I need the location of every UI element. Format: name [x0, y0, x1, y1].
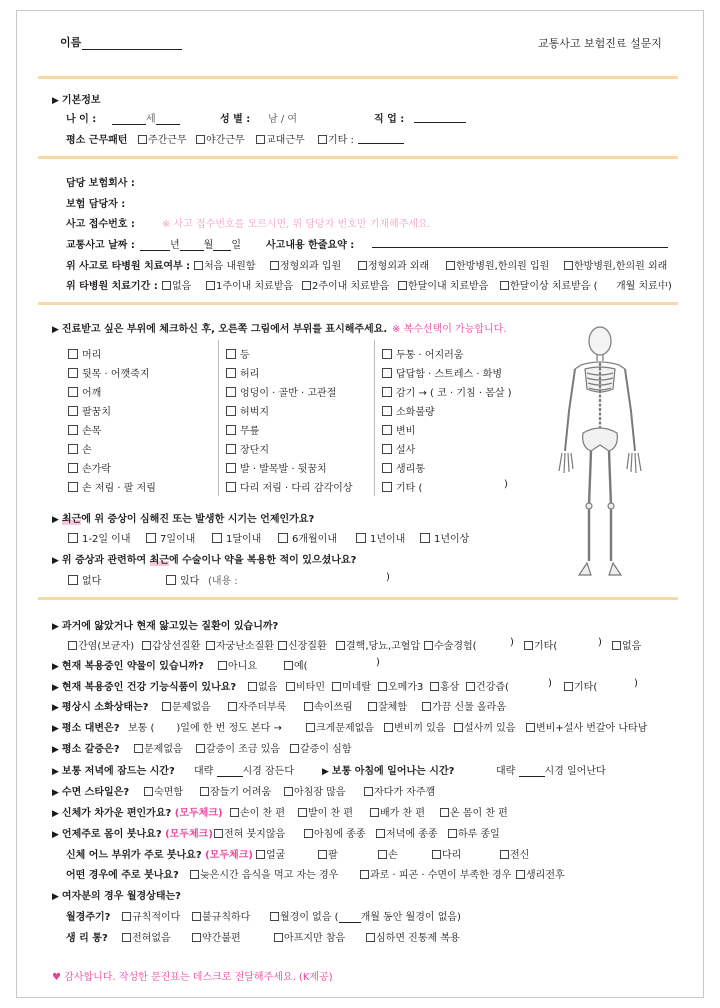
- symptom-checkbox[interactable]: 엉덩이 · 골반 · 고관절: [226, 384, 336, 399]
- shift-other-input[interactable]: [358, 133, 404, 144]
- symptom-checkbox-other[interactable]: 기타 (: [382, 479, 422, 494]
- treatment-period-label: 위 타병원 치료기간 :: [66, 281, 158, 292]
- symptom-checkbox[interactable]: 허리: [226, 365, 259, 380]
- heart-icon: ♥: [52, 972, 61, 983]
- section-divider: [38, 302, 678, 305]
- cramps-label: 생 리 통?: [66, 933, 108, 944]
- thirst-option[interactable]: 갈증이 조금 있음: [196, 740, 280, 755]
- digestion-option[interactable]: 가끔 신물 올라옴: [422, 698, 506, 713]
- medication-option[interactable]: 예(: [284, 657, 308, 672]
- menstruation-question: ▶ 여자분의 경우 월경상태는?: [52, 891, 181, 902]
- bedtime-field[interactable]: 대략 시경 잠든다: [194, 766, 294, 777]
- job-label: 직 업 :: [374, 114, 405, 125]
- other-close-paren: ): [504, 479, 508, 490]
- column-divider: [374, 340, 375, 496]
- onset-option[interactable]: 7일이내: [146, 530, 195, 545]
- accident-date-field[interactable]: 년 월 일: [140, 236, 241, 251]
- swelling-time-question: ▶ 언제주로 몸이 붓나요? (모두체크): [52, 829, 213, 840]
- cycle-label: 월경주기?: [66, 912, 111, 923]
- treatment-option-yes[interactable]: 있다: [166, 572, 199, 587]
- thirst-option[interactable]: 문제없음: [134, 740, 183, 755]
- treatment-period-option[interactable]: 없음: [162, 277, 191, 292]
- symptom-checkbox[interactable]: 어깨: [68, 384, 101, 399]
- swelling-case-question: 어떤 경우에 주로 붓나요?: [66, 870, 179, 881]
- symptom-checkbox[interactable]: 손 저림 · 팔 저림: [68, 479, 156, 494]
- onset-option[interactable]: 1년이내: [356, 530, 405, 545]
- bedtime-question: ▶ 보통 저녁에 잠드는 시간?: [52, 766, 175, 777]
- cold-body-option[interactable]: 배가 찬 편: [370, 804, 425, 819]
- swelling-time-option[interactable]: 아침에 종종: [304, 825, 365, 840]
- shift-label: 평소 근무패턴: [66, 135, 128, 146]
- skeleton-icon: [545, 325, 655, 580]
- stool-frequency[interactable]: 보통 ( )일에 한 번 정도 본다 →: [128, 723, 282, 734]
- insurance-company-label: 담당 보험회사 :: [66, 178, 135, 189]
- swelling-time-option[interactable]: 저녁에 종종: [376, 825, 437, 840]
- paren-close: ): [376, 657, 380, 668]
- shift-option-day[interactable]: 주간근무: [138, 131, 187, 146]
- treatment-months-suffix: 개월 치료中): [616, 281, 672, 292]
- name-label: 이름: [60, 36, 82, 49]
- stool-question: ▶ 평소 대변은?: [52, 723, 120, 734]
- treatment-details-close: ): [386, 572, 390, 583]
- shift-option-night[interactable]: 야간근무: [196, 131, 245, 146]
- onset-option[interactable]: 1-2일 이내: [68, 530, 131, 545]
- section-basic-title: ▶ 기본정보: [52, 95, 101, 106]
- accident-date-label: 교통사고 날짜 :: [66, 240, 135, 251]
- swelling-part-option[interactable]: 전신: [500, 846, 529, 861]
- past-illness-option[interactable]: 갑상선질환: [142, 637, 200, 652]
- column-divider: [218, 340, 219, 496]
- multi-select-note: ※ 복수선택이 가능합니다.: [392, 324, 507, 335]
- treatment-details-label: (내용 :: [208, 576, 238, 587]
- sleep-style-option[interactable]: 자다가 자주깸: [364, 783, 435, 798]
- supplement-option[interactable]: 비타민: [286, 678, 325, 693]
- form-title: 교통사고 보험진료 설문지: [538, 37, 662, 50]
- claim-number-label: 사고 접수번호 :: [66, 219, 135, 230]
- symptom-checkbox[interactable]: 두통 · 어지러움: [382, 346, 464, 361]
- medication-question: ▶ 현재 복용중인 약물이 있습니까?: [52, 661, 204, 672]
- cycle-option[interactable]: 불규칙하다: [192, 908, 250, 923]
- past-illness-option-none[interactable]: 없음: [612, 637, 641, 652]
- cramps-option[interactable]: 아프지만 참음: [274, 929, 345, 944]
- sleep-style-option[interactable]: 숙면함: [144, 783, 183, 798]
- sleep-style-option[interactable]: 아침잠 많음: [284, 783, 345, 798]
- other-hospital-option[interactable]: 정형외과 외래: [358, 257, 429, 272]
- swelling-part-question: 신체 어느 부위가 주로 붓나요? (모두체크): [66, 850, 253, 861]
- symptom-checkbox[interactable]: 다리 저림 · 다리 감각이상: [226, 479, 353, 494]
- digestion-option[interactable]: 속이쓰림: [304, 698, 353, 713]
- symptom-checkbox[interactable]: 팔꿈치: [68, 403, 111, 418]
- supplement-option-other[interactable]: 기타(: [564, 678, 597, 693]
- supplement-option[interactable]: 홍삼: [430, 678, 459, 693]
- stool-option[interactable]: 변비끼 있음: [384, 719, 445, 734]
- name-input[interactable]: [82, 38, 182, 50]
- digestion-option[interactable]: 문제없음: [162, 698, 211, 713]
- insurance-manager-label: 보험 담당자 :: [66, 199, 126, 210]
- paren-close: ): [510, 637, 514, 648]
- swelling-case-option[interactable]: 생리전후: [516, 866, 565, 881]
- past-illness-question: ▶ 과거에 앓았거나 현재 앓고있는 질환이 있습니까?: [52, 621, 279, 632]
- treatment-period-option[interactable]: 2주이내 치료받음: [302, 277, 389, 292]
- treatment-option-no[interactable]: 없다: [68, 572, 101, 587]
- gender-options[interactable]: 남 / 여: [268, 114, 298, 125]
- symptom-checkbox[interactable]: 변비: [382, 422, 415, 437]
- swelling-part-option[interactable]: 손: [378, 846, 398, 861]
- paren-close: ): [634, 678, 638, 689]
- cramps-option[interactable]: 전혀없음: [122, 929, 171, 944]
- symptom-checkbox[interactable]: 손목: [68, 422, 101, 437]
- swelling-time-option[interactable]: 전혀 붓지않음: [214, 825, 285, 840]
- job-input[interactable]: [414, 110, 466, 123]
- swelling-time-option[interactable]: 하루 종일: [448, 825, 500, 840]
- age-label: 나 이 :: [66, 114, 97, 125]
- past-illness-option[interactable]: 결핵,당뇨,고혈압: [336, 637, 420, 652]
- digestion-option[interactable]: 자주더부룩: [228, 698, 286, 713]
- digestion-question: ▶ 평상시 소화상태는?: [52, 702, 149, 713]
- symptom-checkbox[interactable]: 등: [226, 346, 250, 361]
- cycle-option[interactable]: 규칙적이다: [122, 908, 180, 923]
- paren-close: ): [598, 637, 602, 648]
- wake-time-field[interactable]: 대략 시경 일어난다: [496, 766, 606, 777]
- stool-option[interactable]: 크게문제없음: [306, 719, 374, 734]
- symptom-checkbox[interactable]: 소화불량: [382, 403, 435, 418]
- shift-option-rotating[interactable]: 교대근무: [256, 131, 305, 146]
- section-divider: [38, 156, 678, 159]
- symptom-checkbox[interactable]: 손가락: [68, 460, 111, 475]
- supplement-question: ▶ 현재 복용중인 건강 기능식품이 있나요?: [52, 682, 237, 693]
- other-hospital-option[interactable]: 한방병원,한의원 외래: [564, 257, 667, 272]
- stool-option[interactable]: 변비+설사 번갈아 나타남: [526, 719, 647, 734]
- sleep-style-option[interactable]: 잠들기 어려움: [200, 783, 271, 798]
- supplement-option[interactable]: 없음: [248, 678, 277, 693]
- cramps-option[interactable]: 심하면 진통제 복용: [366, 929, 460, 944]
- footer-thanks: ♥ 감사합니다. 작성한 문진표는 데스크로 전달해주세요. (K제공): [52, 972, 333, 983]
- supplement-option[interactable]: 미네랄: [332, 678, 371, 693]
- symptom-checkbox[interactable]: 답답함 · 스트레스 · 화병: [382, 365, 502, 380]
- stool-option[interactable]: 설사끼 있음: [454, 719, 515, 734]
- supplement-option[interactable]: 건강즙(: [466, 678, 509, 693]
- recent-onset-question: ▶ 최근에 위 증상이 심해진 또는 발생한 시기는 언제인가요?: [52, 514, 315, 525]
- past-illness-option-other[interactable]: 기타(: [524, 637, 557, 652]
- swelling-part-option[interactable]: 다리: [432, 846, 461, 861]
- other-hospital-option[interactable]: 정형외과 입원: [270, 257, 341, 272]
- symptom-checkbox[interactable]: 뒷목 · 어깻죽지: [68, 365, 150, 380]
- treatment-period-option[interactable]: 한달이내 치료받음: [398, 277, 488, 292]
- onset-option[interactable]: 1달이내: [212, 530, 261, 545]
- past-illness-option[interactable]: 간염(보균자): [68, 637, 134, 652]
- other-hospital-label: 위 사고로 타병원 치료여부 :: [66, 261, 191, 272]
- thirst-option[interactable]: 갈증이 심함: [290, 740, 351, 755]
- claim-number-hint: ※ 사고 접수번호를 모르시면, 위 담당자 번호만 기재해주세요.: [162, 219, 431, 230]
- other-hospital-option[interactable]: 한방병원,한의원 입원: [446, 257, 549, 272]
- section-divider: [38, 597, 678, 600]
- swelling-part-option[interactable]: 얼굴: [256, 846, 285, 861]
- cold-body-option[interactable]: 발이 찬 편: [298, 804, 353, 819]
- recent-treatment-question: ▶ 위 증상과 관련하여 최근에 수술이나 약을 복용한 적이 있으셨나요?: [52, 555, 357, 566]
- cold-body-option[interactable]: 손이 찬 편: [230, 804, 285, 819]
- symptoms-title: ▶ 진료받고 싶은 부위에 체크하신 후, 오른쪽 그림에서 부위를 표시해주세요.: [52, 324, 388, 335]
- accident-summary-label: 사고내용 한줄요약 :: [266, 240, 355, 251]
- symptom-checkbox[interactable]: 설사: [382, 441, 415, 456]
- symptom-checkbox[interactable]: 손: [68, 441, 92, 456]
- cycle-option-none[interactable]: 월경이 없음 ( 개월 동안 월경이 없음): [270, 908, 461, 923]
- past-illness-option[interactable]: 수술경험(: [424, 637, 477, 652]
- accident-summary-input[interactable]: [372, 236, 668, 248]
- gender-label: 성 별 :: [220, 114, 251, 125]
- swelling-case-option[interactable]: 늦은시간 음식을 먹고 자는 경우: [190, 866, 338, 881]
- onset-option[interactable]: 1년이상: [420, 530, 469, 545]
- section-divider: [38, 76, 678, 79]
- cold-body-option[interactable]: 온 몸이 찬 편: [440, 804, 508, 819]
- treatment-period-option[interactable]: 1주이내 치료받음: [206, 277, 293, 292]
- other-hospital-option[interactable]: 처음 내원함: [194, 257, 255, 272]
- symptom-checkbox[interactable]: 생리통: [382, 460, 425, 475]
- past-illness-option[interactable]: 신장질환: [278, 637, 327, 652]
- medication-option[interactable]: 아니요: [218, 657, 257, 672]
- supplement-option[interactable]: 오메가3: [378, 678, 423, 693]
- sleep-style-question: ▶ 수면 스타일은?: [52, 787, 130, 798]
- treatment-period-option[interactable]: 한달이상 치료받음 (: [500, 277, 598, 292]
- symptom-checkbox[interactable]: 머리: [68, 346, 101, 361]
- onset-option[interactable]: 6개월이내: [278, 530, 337, 545]
- wake-time-question: ▶ 보통 아침에 일어나는 시간?: [322, 766, 455, 777]
- paren-close: ): [548, 678, 552, 689]
- symptom-checkbox[interactable]: 무릎: [226, 422, 259, 437]
- symptom-checkbox[interactable]: 허벅지: [226, 403, 269, 418]
- cramps-option[interactable]: 약간불편: [192, 929, 241, 944]
- thirst-question: ▶ 평소 갈증은?: [52, 744, 120, 755]
- shift-option-other[interactable]: 기타 :: [318, 131, 354, 146]
- past-illness-option[interactable]: 자궁난소질환: [206, 637, 274, 652]
- symptom-checkbox[interactable]: 발 · 발목발 · 뒷꿈치: [226, 460, 327, 475]
- age-field[interactable]: 세: [112, 110, 180, 125]
- digestion-option[interactable]: 잘체함: [368, 698, 407, 713]
- symptom-checkbox[interactable]: 감기 → ( 코 · 기침 · 몸살 ): [382, 384, 512, 399]
- swelling-part-option[interactable]: 팔: [318, 846, 338, 861]
- swelling-case-option[interactable]: 과로 · 피곤 · 수면이 부족한 경우: [360, 866, 511, 881]
- symptom-checkbox[interactable]: 장단지: [226, 441, 269, 456]
- cold-body-question: ▶ 신체가 차가운 편인가요? (모두체크): [52, 808, 223, 819]
- skeleton-back-view-image[interactable]: [545, 325, 655, 580]
